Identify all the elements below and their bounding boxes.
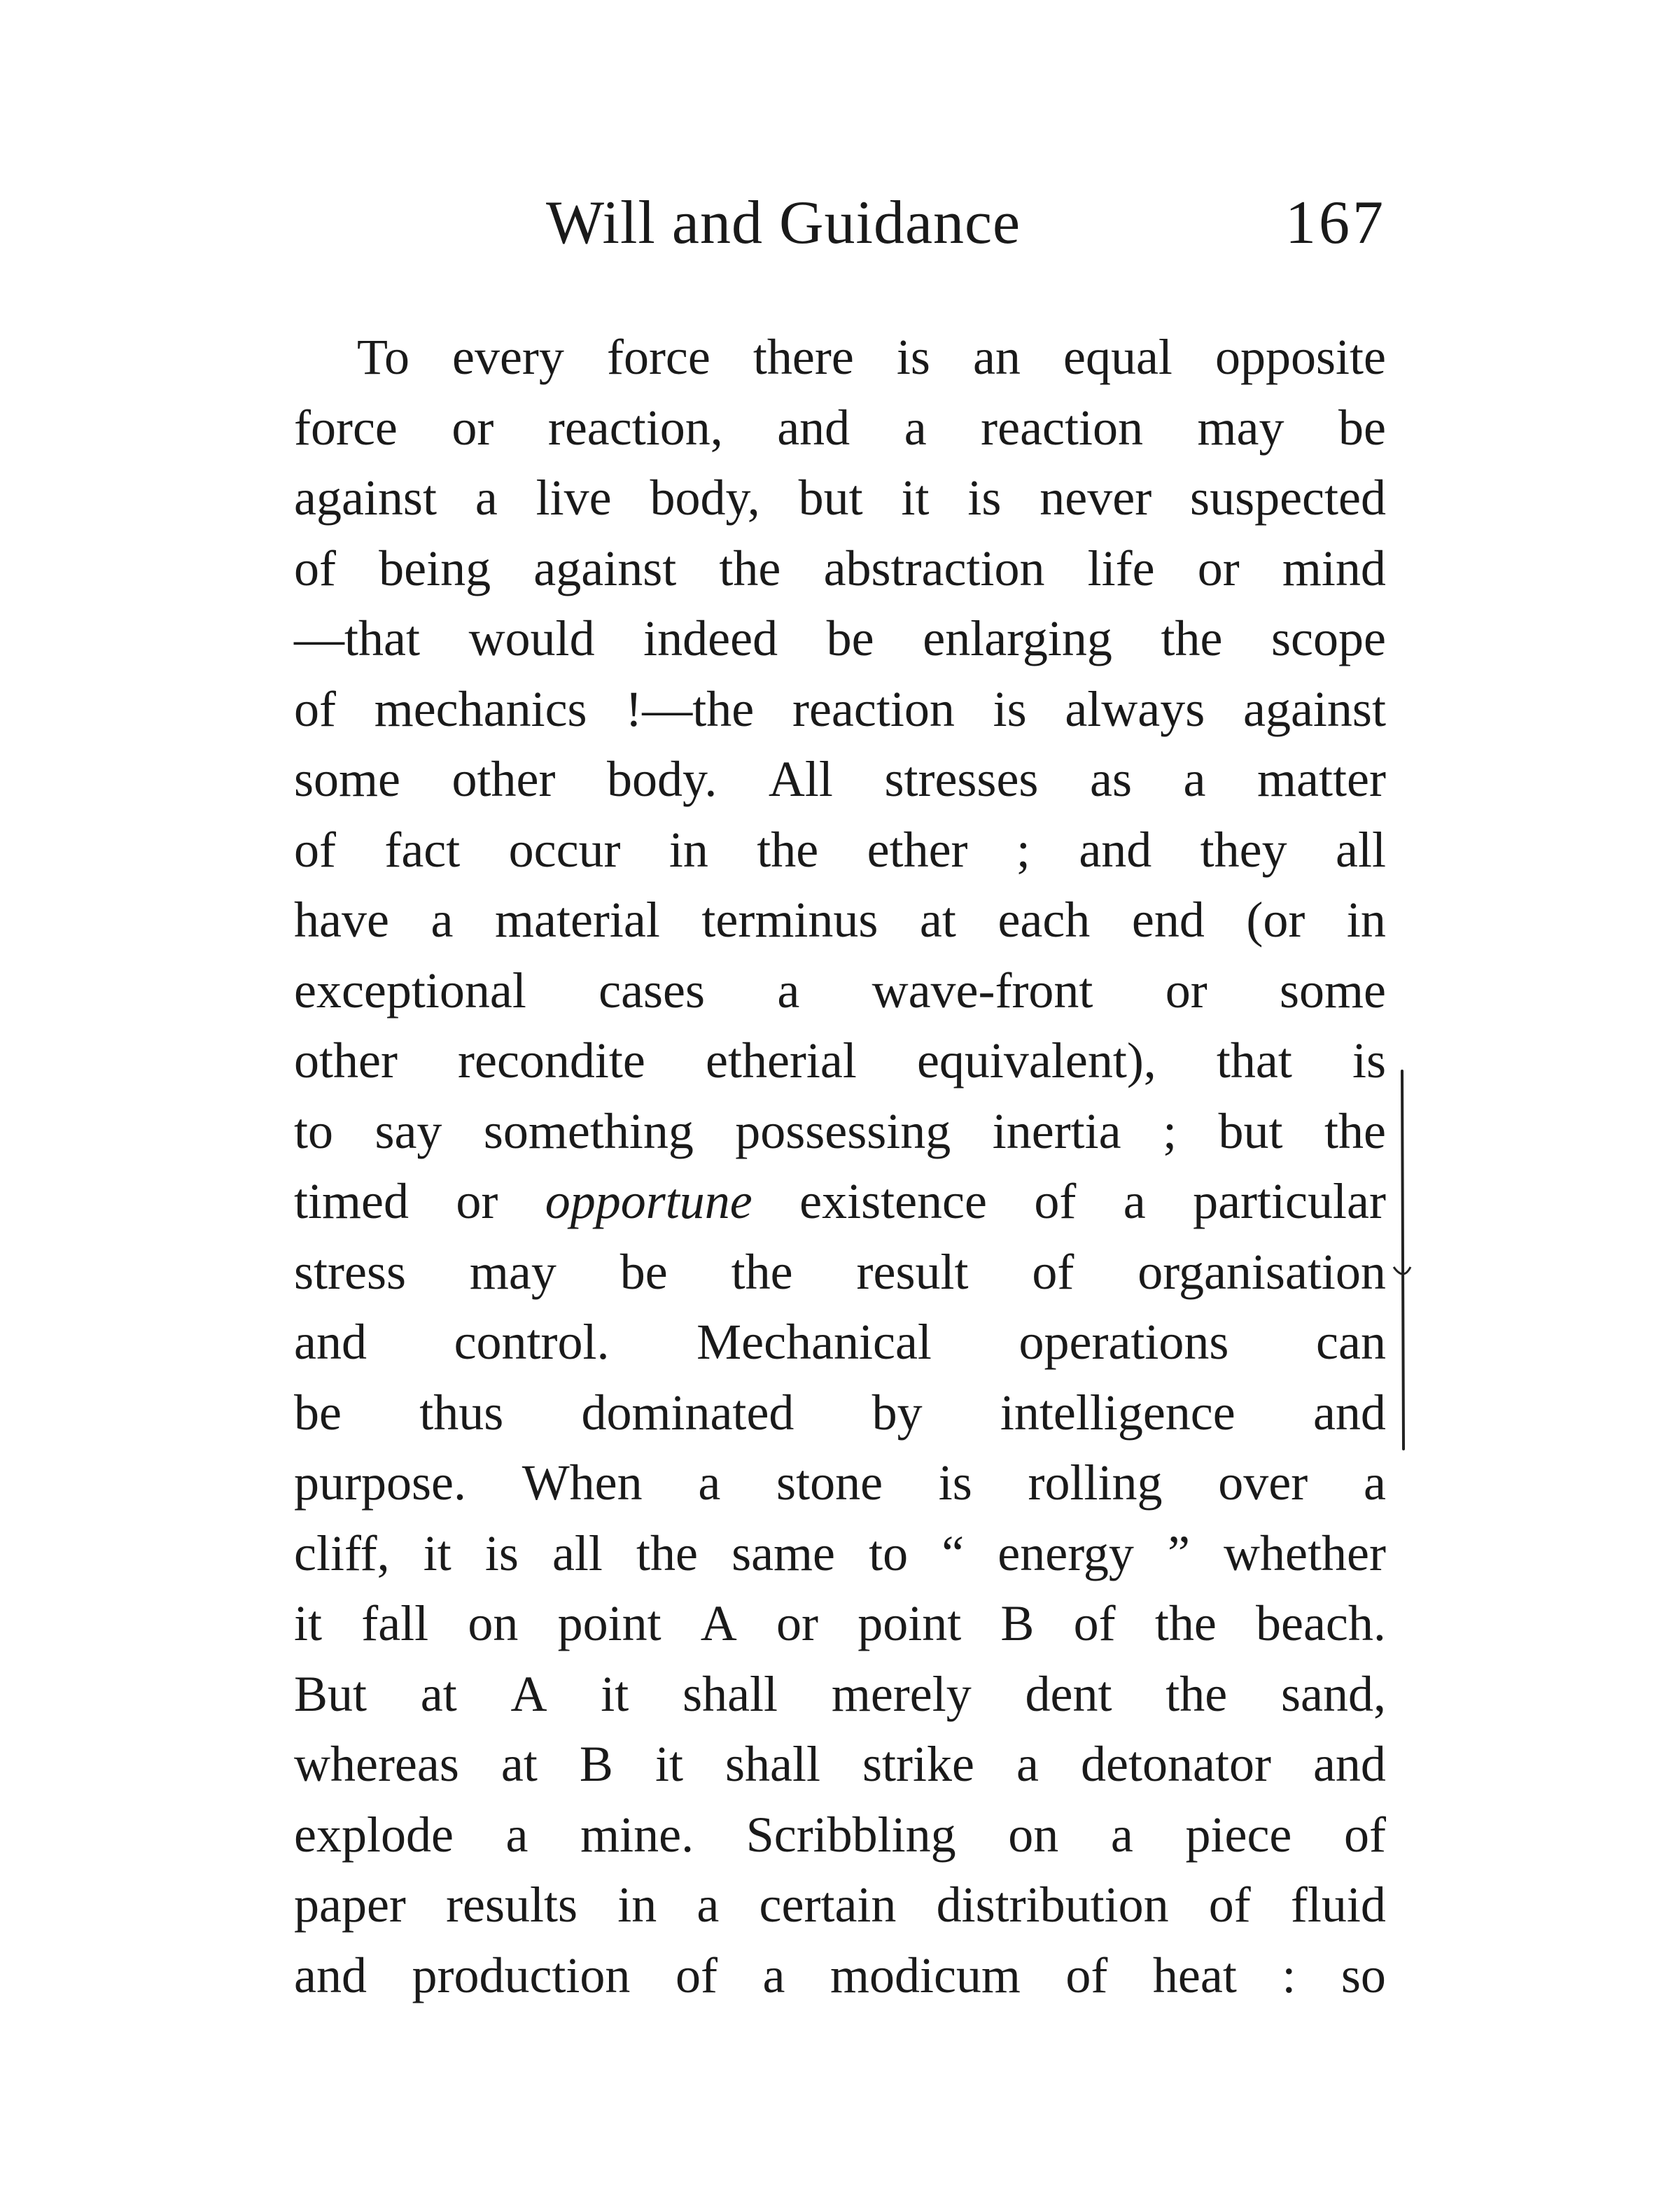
- body-paragraph: [294, 322, 1386, 2010]
- text-line: have a material terminus at each end (or in: [294, 892, 1386, 948]
- text-line: of mechanics !—the reaction is always against: [294, 680, 1386, 737]
- text-line: whereas at B it shall strike a detonator and: [294, 1736, 1386, 1792]
- running-head: [294, 188, 1386, 265]
- text-line: of fact occur in the ether ; and they all: [294, 821, 1386, 878]
- text-line: explode a mine. Scribbling on a piece of: [294, 1806, 1386, 1863]
- text-line: stress may be the result of organisation: [294, 1243, 1386, 1300]
- text-line: But at A it shall merely dent the sand,: [294, 1665, 1386, 1722]
- text-line: —that would indeed be enlarging the scope: [294, 610, 1386, 666]
- text-line: other recondite etherial equivalent), that is: [294, 1032, 1386, 1088]
- text-line: cliff, it is all the same to “ energy ” whether: [294, 1525, 1386, 1581]
- text-line: To every force there is an equal opposite: [357, 329, 1386, 385]
- text-line: some other body. All stresses as a matter: [294, 751, 1386, 807]
- page-number: 167: [1285, 189, 1386, 257]
- text-line: it fall on point A or point B of the beach.: [294, 1595, 1386, 1651]
- text-line: purpose. When a stone is rolling over a: [294, 1455, 1386, 1511]
- text-line: force or reaction, and a reaction may be: [294, 399, 1386, 456]
- margin-bracket-mark: [1390, 1057, 1418, 1463]
- text-line: exceptional cases a wave-front or some: [294, 962, 1386, 1018]
- text-line: timed or opportune existence of a particular: [294, 1173, 1386, 1229]
- running-title: Will and Guidance: [546, 189, 1021, 257]
- text-line: of being against the abstraction life or mind: [294, 540, 1386, 596]
- text-line: against a live body, but it is never suspected: [294, 470, 1386, 526]
- text-line: and control. Mechanical operations can: [294, 1314, 1386, 1370]
- text-line: and production of a modicum of heat : so: [294, 1947, 1386, 2003]
- text-line: paper results in a certain distribution of fluid: [294, 1877, 1386, 1933]
- text-line: be thus dominated by intelligence and: [294, 1384, 1386, 1441]
- text-line: to say something possessing inertia ; but the: [294, 1102, 1386, 1159]
